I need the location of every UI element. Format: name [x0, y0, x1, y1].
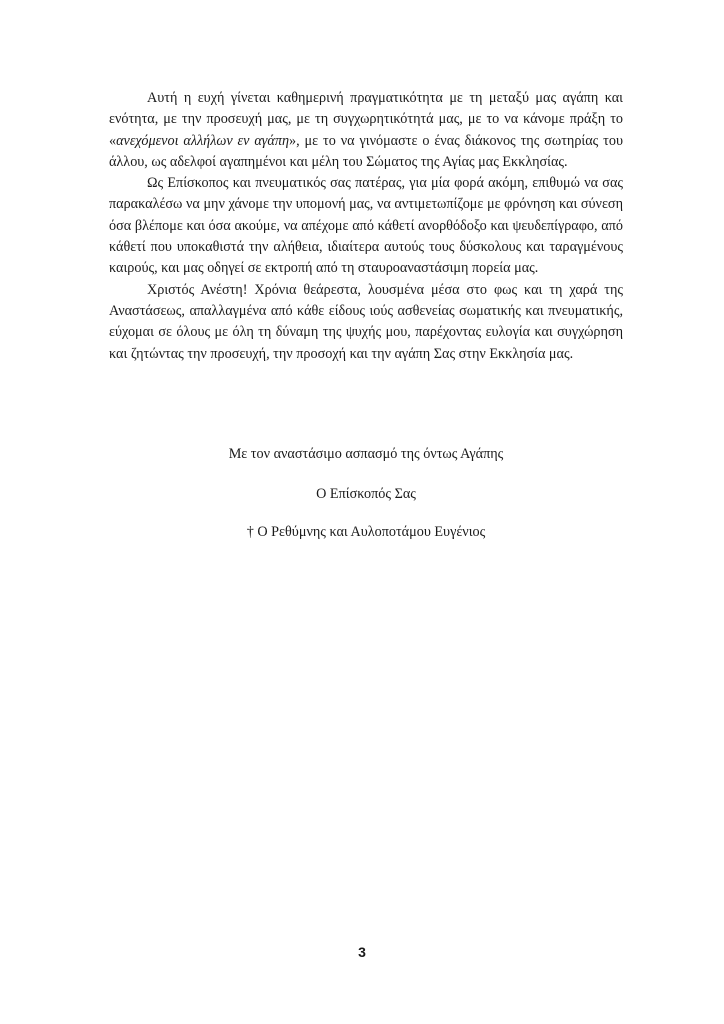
page-number: 3 — [358, 944, 366, 960]
paragraph-2: Ως Επίσκοπος και πνευματικός σας πατέρας, για μία φορά ακόμη, επιθυμώ να σας παρακαλέσω να μην χάνομε την υπομονή μας, να αντιμετωπίζομε με φρόνηση και σύνεση όσα βλέπομε και όσα ακούμε, να απέχομε από κάθετί ανορθόδοξο και ψευδεπίγραφο, από κάθετί που υποκαθιστά την αλήθεια, ιδιαίτερα αυτούς τους δύσκολους και ταραγμένους καιρούς, και μας οδηγεί σε εκτροπή από τη σταυροαναστάσιμη πορεία μας. — [109, 175, 623, 277]
paragraph-1-quote: ανεχόμενοι αλλήλων εν αγάπη — [116, 132, 289, 149]
closing-greeting: Με τον αναστάσιμο ασπασμό της όντως Αγάπης — [228, 446, 504, 462]
paragraph-1-before: Αυτή η ευχή γίνεται καθημερινή πραγματικότητα με τη μεταξύ μας αγάπη και ενότητα, με την προσευχή μας, με τη συγχωρητικότητά μας, με το να κάνομε πράξη το « — [109, 90, 623, 149]
paragraph-3: Χριστός Ανέστη! Χρόνια θεάρεστα, λουσμένα μέσα στο φως και τη χαρά της Αναστάσεως, απαλλαγμένα από κάθε είδους ιούς ασθενείας σωματικής και πνευματικής, εύχομαι σε όλους με όλη τη δύναμη της ψυχής μου, παρέχοντας ευλογία και συγχώρηση και ζητώντας την προσευχή, την προσοχή και την αγάπη Σας στην Εκκλησία μας. — [109, 281, 623, 362]
letter-body — [109, 88, 623, 365]
paragraph-1-after: », με το να γινόμαστε ο ένας διάκονος της σωτηρίας του άλλου, ως αδελφοί αγαπημένοι και μέλη του Σώματος της Αγίας μας Εκκλησίας. — [109, 132, 624, 170]
closing-role: Ο Επίσκοπός Σας — [316, 486, 416, 502]
paragraph-1 — [109, 88, 623, 173]
closing-signature: † Ο Ρεθύμνης και Αυλοποτάμου Ευγένιος — [246, 524, 486, 540]
